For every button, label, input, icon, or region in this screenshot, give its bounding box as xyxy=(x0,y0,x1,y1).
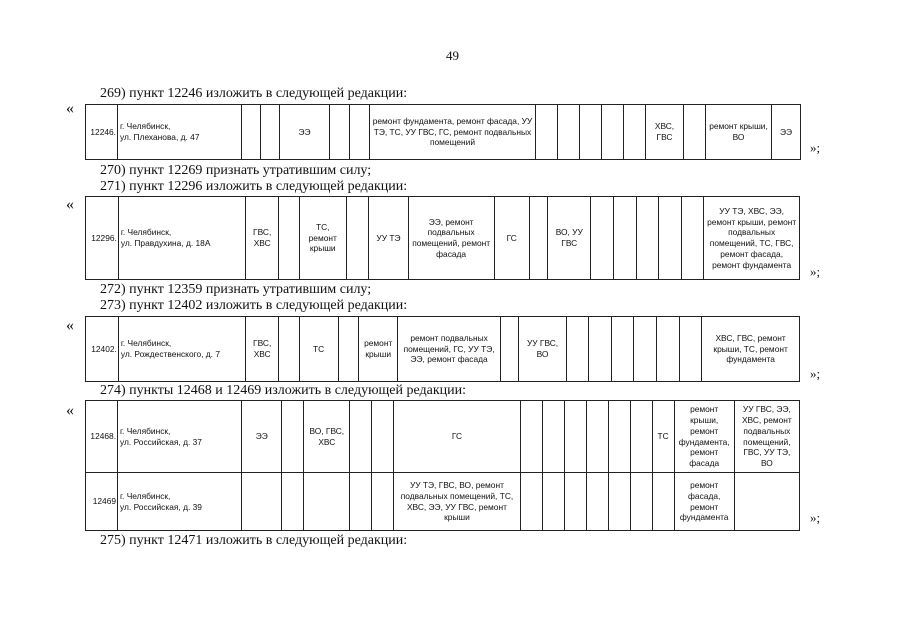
address xyxy=(118,401,242,473)
cell-16: ремонт крыши, ВО xyxy=(706,105,772,160)
cell-17: УУ ТЭ, ХВС, ЭЭ, ремонт крыши, ремонт подвальных помещений, ТС, ГВС, ремонт фасада, ремонт фундамента xyxy=(704,197,800,280)
table-12246 xyxy=(85,104,801,160)
cell-15 xyxy=(652,473,674,531)
item-number: 12246. xyxy=(86,105,118,160)
cell-16 xyxy=(679,317,702,382)
cell-6 xyxy=(350,401,372,473)
item-number: 12296. xyxy=(86,197,119,280)
clause-269: 269) пункт 12246 изложить в следующей редакции: xyxy=(100,86,408,101)
cell-3 xyxy=(242,105,261,160)
cell-7: ремонт крыши xyxy=(359,317,398,382)
cell-14 xyxy=(630,473,652,531)
open-quote: « xyxy=(66,100,74,117)
cell-6 xyxy=(330,105,350,160)
cell-12 xyxy=(586,401,608,473)
cell-3: ГВС, ХВС xyxy=(246,197,279,280)
cell-8: ремонт фундамента, ремонт фасада, УУ ТЭ, ТС, УУ ГВС, ГС, ремонт подвальных помещений xyxy=(370,105,536,160)
close-quote: »; xyxy=(810,366,821,381)
table-12296 xyxy=(85,196,800,280)
cell-10: УУ ГВС, ВО xyxy=(519,317,566,382)
table-12468-12469 xyxy=(85,400,800,531)
cell-4 xyxy=(282,473,304,531)
cell-11: ВО, УУ ГВС xyxy=(548,197,591,280)
cell-9 xyxy=(520,473,542,531)
cell-8: ремонт подвальных помещений, ГС, УУ ТЭ, ЭЭ, ремонт фасада xyxy=(398,317,501,382)
cell-3: ЭЭ xyxy=(242,401,282,473)
cell-10 xyxy=(529,197,547,280)
cell-11 xyxy=(566,317,589,382)
cell-5: ТС, ремонт крыши xyxy=(299,197,346,280)
cell-13 xyxy=(613,197,636,280)
cell-12 xyxy=(591,197,614,280)
cell-13 xyxy=(608,473,630,531)
table-12402 xyxy=(85,316,800,382)
cell-11 xyxy=(564,473,586,531)
open-quote: « xyxy=(66,196,74,213)
close-quote: »; xyxy=(810,140,821,155)
clause-272: 272) пункт 12359 признать утратившим силу; xyxy=(100,282,372,297)
cell-14: ХВС, ГВС xyxy=(646,105,684,160)
cell-6 xyxy=(350,473,372,531)
cell-5 xyxy=(304,473,350,531)
address-text: г. Челябинск, ул. Российская, д. 37 xyxy=(120,425,202,447)
cell-15 xyxy=(684,105,706,160)
cell-13 xyxy=(608,401,630,473)
cell-4 xyxy=(279,317,300,382)
address-text: г. Челябинск, ул. Рождественского, д. 7 xyxy=(120,338,220,359)
clause-274: 274) пункты 12468 и 12469 изложить в следующей редакции: xyxy=(100,383,467,398)
cell-12 xyxy=(602,105,624,160)
cell-17: УУ ГВС, ЭЭ, ХВС, ремонт подвальных помещений, ГВС, УУ ТЭ, ВО xyxy=(734,401,799,473)
address-text: г. Челябинск, ул. Российская, д. 39 xyxy=(120,490,202,512)
cell-16: ремонт крыши, ремонт фундамента, ремонт фасада xyxy=(674,401,734,473)
cell-15: ТС xyxy=(652,401,674,473)
open-quote: « xyxy=(66,317,74,334)
cell-8: ЭЭ, ремонт подвальных помещений, ремонт фасада xyxy=(408,197,494,280)
cell-11 xyxy=(580,105,602,160)
close-quote: »; xyxy=(810,264,821,279)
cell-7 xyxy=(372,473,394,531)
cell-5: ВО, ГВС, ХВС xyxy=(304,401,350,473)
cell-9: ГС xyxy=(494,197,529,280)
address-text: г. Челябинск, ул. Плеханова, д. 47 xyxy=(120,121,200,142)
page-number: 49 xyxy=(446,48,459,63)
cell-11 xyxy=(564,401,586,473)
item-number: 12402. xyxy=(86,317,119,382)
cell-12 xyxy=(586,473,608,531)
address xyxy=(118,197,245,280)
open-quote: « xyxy=(66,402,74,419)
clause-271: 271) пункт 12296 изложить в следующей редакции: xyxy=(100,179,408,194)
cell-6 xyxy=(338,317,359,382)
cell-14 xyxy=(630,401,652,473)
cell-9 xyxy=(536,105,558,160)
cell-10 xyxy=(542,401,564,473)
cell-8: ГС xyxy=(394,401,520,473)
cell-14 xyxy=(634,317,657,382)
cell-9 xyxy=(500,317,518,382)
cell-13 xyxy=(611,317,634,382)
cell-16 xyxy=(681,197,704,280)
address xyxy=(118,317,245,382)
cell-17 xyxy=(734,473,799,531)
address-text: г. Челябинск, ул. Правдухина, д. 18А xyxy=(120,227,211,248)
cell-5: ЭЭ xyxy=(280,105,330,160)
cell-10 xyxy=(558,105,580,160)
close-quote: »; xyxy=(810,510,821,525)
item-number: 12468. xyxy=(86,401,118,473)
clause-275: 275) пункт 12471 изложить в следующей редакции: xyxy=(100,533,408,548)
address xyxy=(118,473,242,531)
cell-5: ТС xyxy=(299,317,338,382)
cell-16: ремонт фасада, ремонт фундамента xyxy=(674,473,734,531)
cell-17: ХВС, ГВС, ремонт крыши, ТС, ремонт фундамента xyxy=(702,317,800,382)
cell-4 xyxy=(282,401,304,473)
cell-12 xyxy=(589,317,612,382)
cell-15 xyxy=(657,317,680,382)
cell-15 xyxy=(659,197,682,280)
cell-7: УУ ТЭ xyxy=(369,197,408,280)
cell-7 xyxy=(372,401,394,473)
cell-14 xyxy=(636,197,659,280)
address xyxy=(118,105,242,160)
cell-8: УУ ТЭ, ГВС, ВО, ремонт подвальных помещений, ТС, ХВС, ЭЭ, УУ ГВС, ремонт крыши xyxy=(394,473,520,531)
cell-9 xyxy=(520,401,542,473)
cell-4 xyxy=(261,105,280,160)
cell-13 xyxy=(624,105,646,160)
cell-10 xyxy=(542,473,564,531)
cell-4 xyxy=(279,197,300,280)
item-number: 12469 xyxy=(86,473,118,531)
cell-17: ЭЭ xyxy=(772,105,801,160)
cell-3: ГВС, ХВС xyxy=(246,317,279,382)
clause-273: 273) пункт 12402 изложить в следующей редакции: xyxy=(100,298,408,313)
cell-6 xyxy=(346,197,369,280)
cell-7 xyxy=(350,105,370,160)
cell-3 xyxy=(242,473,282,531)
clause-270: 270) пункт 12269 признать утратившим силу; xyxy=(100,163,372,178)
